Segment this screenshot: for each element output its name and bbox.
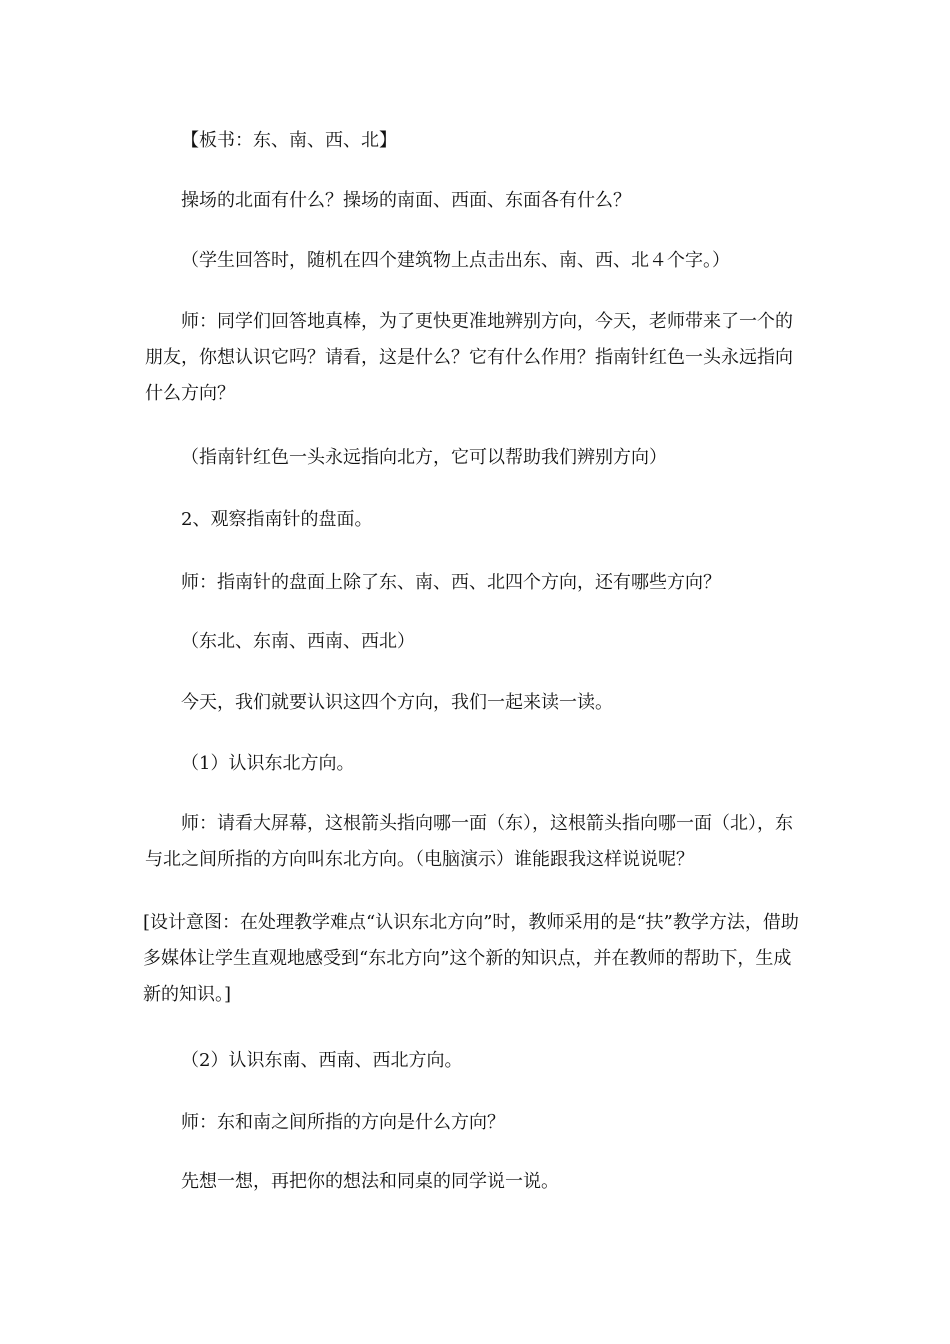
step-other-directions: （2）认识东南、西南、西北方向。 [181, 1050, 463, 1071]
step-observe-compass: 2、观察指南针的盘面。 [181, 509, 373, 530]
teacher-screen-arrows: 师：请看大屏幕，这根箭头指向哪一面（东），这根箭头指向哪一面（北），东与北之间所指的方向叫东北方向。（电脑演示）谁能跟我这样说说呢？ [145, 813, 793, 870]
note-student-answer: （学生回答时，随机在四个建筑物上点击出东、南、西、北４个字。） [181, 250, 730, 271]
note-compass-north: （指南针红色一头永远指向北方，它可以帮助我们辨别方向） [181, 447, 667, 468]
question-playground: 操场的北面有什么？操场的南面、西面、东面各有什么？ [181, 190, 631, 211]
step-northeast: （1）认识东北方向。 [181, 753, 355, 774]
board-writing: 【板书：东、南、西、北】 [181, 130, 397, 151]
teacher-east-south: 师：东和南之间所指的方向是什么方向？ [181, 1112, 505, 1133]
teacher-compass-intro: 师：同学们回答地真棒，为了更快更准地辨别方向，今天，老师带来了一个的朋友，你想认识它吗？请看，这是什么？它有什么作用？指南针红色一头永远指向什么方向？ [145, 311, 793, 404]
design-intent: [设计意图：在处理教学难点“认识东北方向”时，教师采用的是“扶”教学方法，借助多媒体让学生直观地感受到“东北方向”这个新的知识点，并在教师的帮助下，生成新的知识。] [143, 912, 799, 1005]
think-and-share: 先想一想，再把你的想法和同桌的同学说一说。 [181, 1171, 559, 1192]
read-together: 今天，我们就要认识这四个方向，我们一起来读一读。 [181, 692, 613, 713]
note-four-directions: （东北、东南、西南、西北） [181, 631, 415, 652]
teacher-other-directions: 师：指南针的盘面上除了东、南、西、北四个方向，还有哪些方向？ [181, 572, 721, 593]
